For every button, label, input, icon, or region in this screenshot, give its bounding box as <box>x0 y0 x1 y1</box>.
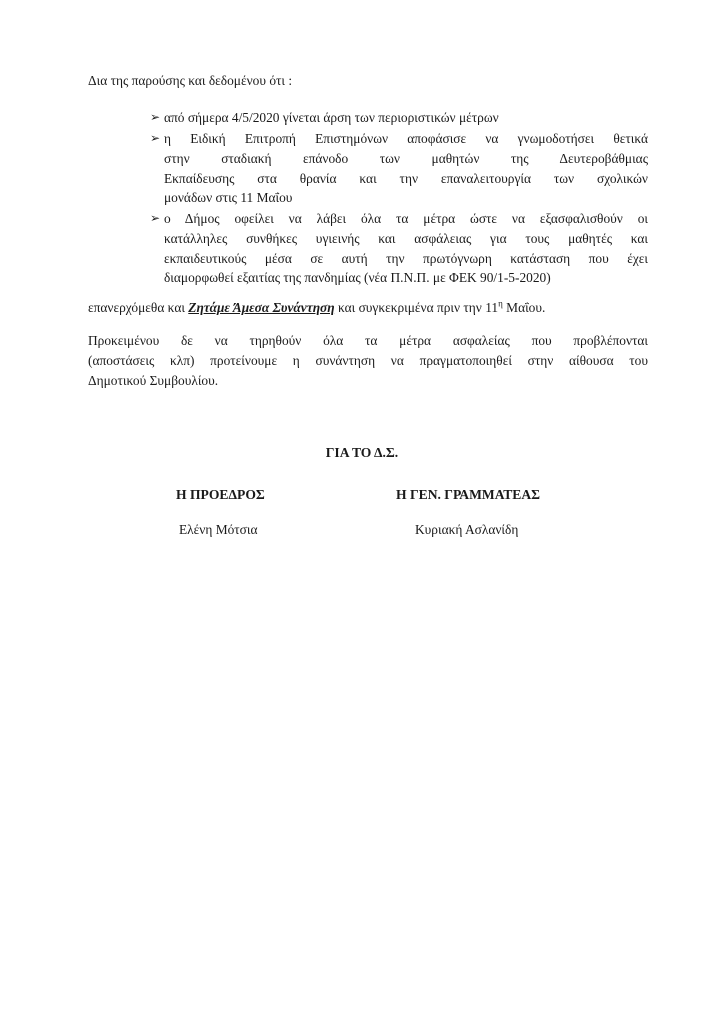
intro-text: Δια της παρούσης και δεδομένου ότι : <box>88 73 293 88</box>
request-text-before: επανερχόμεθα και <box>88 300 189 315</box>
meeting-paragraph-line-1: Προκειμένου δε να τηρηθούν όλα τα μέτρα ασφαλείας που προβλέπονται <box>88 333 648 348</box>
bullet-3-line-2: κατάλληλες συνθήκες υγιεινής και ασφάλειας για τους μαθητές και <box>164 231 648 246</box>
arrowhead-bullet-icon: ➢ <box>150 131 161 145</box>
bullet-1-line-1: από σήμερα 4/5/2020 γίνεται άρση των περιοριστικών μέτρων <box>164 110 499 125</box>
bullet-3-line-3: εκπαιδευτικούς μέσα σε αυτή την πρωτόγνωρη κατάσταση που έχει <box>164 251 648 266</box>
bullet-2-line-4: μονάδων στις 11 Μαΐου <box>164 190 293 205</box>
secretary-name: Κυριακή Ασλανίδη <box>415 522 519 537</box>
request-paragraph <box>88 297 545 318</box>
president-name: Ελένη Μότσια <box>179 522 258 537</box>
meeting-paragraph-line-3: Δημοτικού Συμβουλίου. <box>88 373 219 388</box>
bullet-3-line-4: διαμορφωθεί εξαιτίας της πανδημίας (νέα Π.Ν.Π. με ΦΕΚ 90/1-5-2020) <box>164 270 551 285</box>
bullet-2-line-2: στην σταδιακή επάνοδο των μαθητών της Δευτεροβάθμιας <box>164 151 648 166</box>
signature-title: ΓΙΑ ΤΟ Δ.Σ. <box>325 445 399 460</box>
request-superscript: η <box>498 298 503 309</box>
secretary-role: Η ΓΕΝ. ΓΡΑΜΜΑΤΕΑΣ <box>396 487 541 502</box>
request-text-middle: και συγκεκριμένα πριν την 11 <box>334 300 499 315</box>
arrowhead-bullet-icon: ➢ <box>150 211 161 225</box>
bullet-2-line-1: η Ειδική Επιτροπή Επιστημόνων αποφάσισε να γνωμοδοτήσει θετικά <box>164 131 648 146</box>
request-emphasis: Ζητάμε Άμεσα Συνάντηση <box>188 300 335 315</box>
bullet-2-line-3: Εκπαίδευσης στα θρανία και την επαναλειτουργία των σχολικών <box>164 171 648 186</box>
meeting-paragraph-line-2: (αποστάσεις κλπ) προτείνουμε η συνάντηση να πραγματοποιηθεί στην αίθουσα του <box>88 353 648 368</box>
bullet-3-line-1: ο Δήμος οφείλει να λάβει όλα τα μέτρα ώστε να εξασφαλισθούν οι <box>164 211 648 226</box>
request-text-after: Μαΐου. <box>502 300 546 315</box>
president-role: Η ΠΡΟΕΔΡΟΣ <box>176 487 265 502</box>
arrowhead-bullet-icon: ➢ <box>150 110 161 124</box>
